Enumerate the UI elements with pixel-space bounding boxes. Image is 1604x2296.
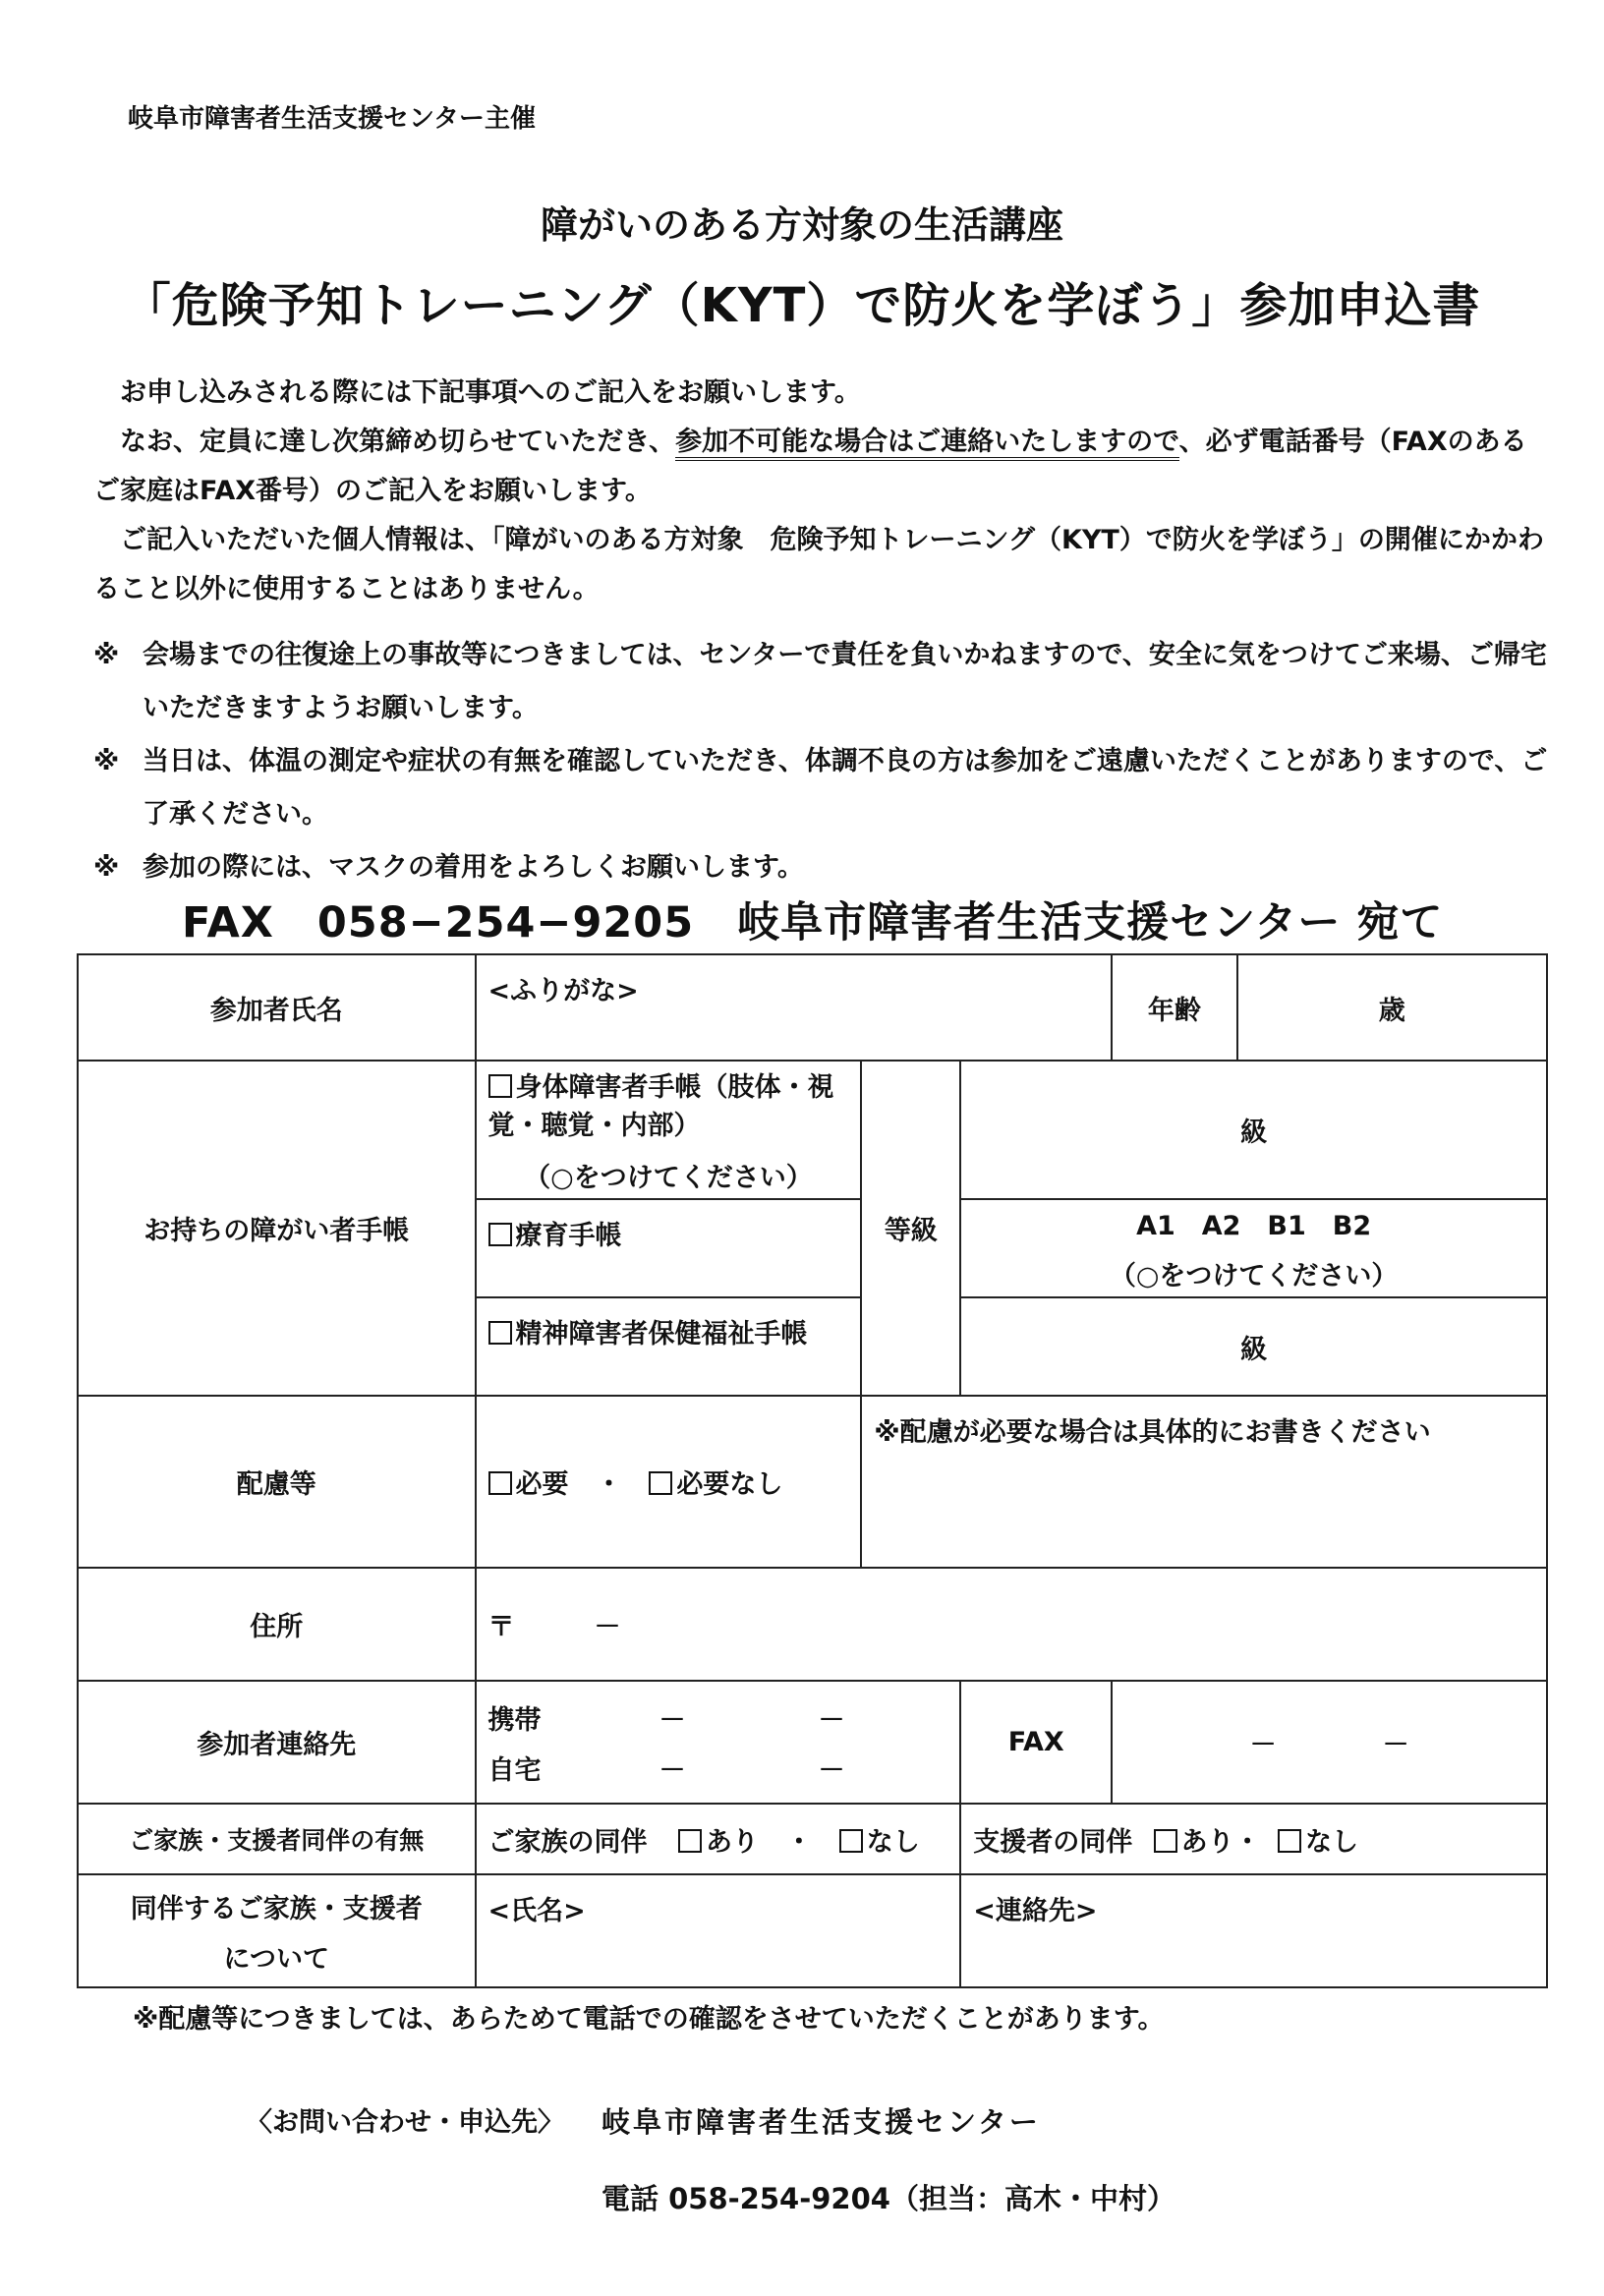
after-note: ※配慮等につきましては、あらためて電話での確認をさせていただくことがあります。	[133, 2004, 1165, 2035]
care-separator: ・	[595, 1469, 622, 1500]
phone-fields[interactable]	[476, 1681, 961, 1804]
contact-phone: 電話 058-254-9204（担当：高木・中村）	[602, 2182, 1175, 2215]
intro-paragraph-2	[93, 418, 1548, 516]
note-mark: ※	[93, 640, 120, 670]
home-blank[interactable]: － －	[659, 1754, 845, 1786]
companion-info-label	[78, 1874, 476, 1987]
handbook-mental[interactable]	[476, 1297, 862, 1396]
companion-info-label-line2: について	[223, 1943, 329, 1975]
grade-label: 等級	[861, 1061, 960, 1396]
contact-organization: 岐阜市障害者生活支援センター	[602, 2105, 1041, 2139]
grade-ryoiku-field[interactable]	[960, 1199, 1547, 1297]
checkbox-care-need[interactable]	[488, 1471, 512, 1495]
companion-contact-label: <連絡先>	[973, 1896, 1098, 1926]
address-field[interactable]	[476, 1568, 1547, 1681]
grade-physical-unit: 級	[1240, 1118, 1268, 1148]
age-field[interactable]	[1237, 954, 1547, 1061]
family-no-label: なし	[866, 1826, 920, 1858]
family-yes-label: あり	[705, 1826, 759, 1858]
fax-blank: － －	[1249, 1730, 1409, 1760]
family-companion[interactable]	[476, 1804, 961, 1874]
fax-destination: FAX 058−254−9205 岐阜市障害者生活支援センター 宛て	[182, 898, 1444, 947]
grade-mental-unit: 級	[1240, 1334, 1268, 1365]
note-item	[93, 841, 1548, 894]
handbook-physical-label: 身体障害者手帳（肢体・視覚・聴覚・内部）	[487, 1072, 834, 1141]
furigana-label: <ふりがな>	[487, 976, 639, 1006]
care-detail-note: ※配慮が必要な場合は具体的にお書きください	[874, 1417, 1431, 1448]
checkbox-mental[interactable]	[488, 1321, 512, 1345]
handbook-physical[interactable]	[476, 1061, 862, 1199]
checkbox-supporter-yes[interactable]	[1154, 1829, 1177, 1853]
subtitle: 障がいのある方対象の生活講座	[540, 203, 1063, 247]
grade-mental-field[interactable]	[960, 1297, 1547, 1396]
note-item	[93, 629, 1548, 735]
fax-label: FAX	[960, 1681, 1112, 1804]
supporter-companion-label: 支援者の同伴	[973, 1826, 1133, 1858]
home-label: 自宅	[487, 1754, 542, 1786]
intro-p2-underlined: 参加不可能な場合はご連絡いたしますので	[675, 427, 1178, 461]
handbook-mental-label: 精神障害者保健福祉手帳	[515, 1319, 808, 1349]
supporter-yes-label: あり・	[1180, 1826, 1261, 1858]
supporter-companion[interactable]	[960, 1804, 1547, 1874]
handbook-label: お持ちの障がい者手帳	[78, 1061, 476, 1396]
companion-label: ご家族・支援者同伴の有無	[78, 1804, 476, 1874]
mobile-blank[interactable]: － －	[659, 1704, 845, 1736]
care-need-label: 必要	[515, 1469, 569, 1500]
grade-physical-field[interactable]	[960, 1061, 1547, 1199]
companion-info-label-line1: 同伴するご家族・支援者	[130, 1893, 423, 1924]
checkbox-family-yes[interactable]	[678, 1829, 702, 1853]
address-label: 住所	[78, 1568, 476, 1681]
family-separator: ・	[785, 1826, 813, 1858]
participant-name-label: 参加者氏名	[78, 954, 476, 1061]
note-item	[93, 735, 1548, 841]
participant-name-field[interactable]	[476, 954, 1113, 1061]
age-unit: 歳	[1378, 995, 1405, 1026]
intro-p2-end: 、必ず電話番号（FAXのあるご家庭はFAX番号）のご記入をお願いします。	[93, 427, 1527, 506]
note-mark: ※	[93, 746, 120, 776]
intro-p2-start: なお、定員に達し次第締め切らせていただき、	[120, 427, 676, 457]
note-text: 会場までの往復途上の事故等につきましては、センターで責任を負いかねますので、安全に気をつけてご来場、ご帰宅いただきますようお願いします。	[143, 640, 1547, 723]
application-form	[77, 953, 1548, 1988]
grade-options: A1 A2 B1 B2	[1136, 1211, 1372, 1241]
checkbox-ryoiku[interactable]	[488, 1223, 512, 1246]
supporter-no-label: なし	[1305, 1826, 1359, 1858]
mobile-label: 携帯	[487, 1704, 542, 1736]
contact-label: 参加者連絡先	[78, 1681, 476, 1804]
handbook-ryoiku[interactable]	[476, 1199, 862, 1297]
family-companion-label: ご家族の同伴	[487, 1826, 648, 1858]
intro-paragraph-3: ご記入いただいた個人情報は、「障がいのある方対象 危険予知トレーニング（KYT）で防火を学ぼう」の開催にかかわること以外に使用することはありません。	[93, 525, 1544, 604]
care-detail-field[interactable]	[861, 1396, 1547, 1568]
companion-name-label: <氏名>	[487, 1896, 586, 1926]
care-label: 配慮等	[78, 1396, 476, 1568]
contact-heading: 〈お問い合わせ・申込先〉	[246, 2107, 564, 2138]
organizer-text: 岐阜市障害者生活支援センター主催	[128, 104, 536, 134]
checkbox-family-no[interactable]	[839, 1829, 863, 1853]
care-noneed-label: 必要なし	[676, 1469, 783, 1500]
checkbox-physical[interactable]	[488, 1074, 512, 1098]
care-options[interactable]	[476, 1396, 862, 1568]
intro-paragraph-1: お申し込みされる際には下記事項へのご記入をお願いします。	[120, 377, 861, 408]
note-text: 参加の際には、マスクの着用をよろしくお願いします。	[143, 852, 804, 883]
intro-text	[93, 369, 1548, 614]
handbook-ryoiku-label: 療育手帳	[515, 1221, 622, 1251]
checkbox-care-noneed[interactable]	[649, 1471, 672, 1495]
checkbox-supporter-no[interactable]	[1278, 1829, 1301, 1853]
fax-field[interactable]	[1112, 1681, 1547, 1804]
age-label: 年齢	[1112, 954, 1236, 1061]
notes-list	[93, 629, 1548, 894]
companion-contact-field[interactable]	[960, 1874, 1547, 1987]
page-title: 「危険予知トレーニング（KYT）で防火を学ぼう」参加申込書	[123, 278, 1481, 333]
grade-options-note: （○をつけてください）	[1109, 1261, 1399, 1292]
note-text: 当日は、体温の測定や症状の有無を確認していただき、体調不良の方は参加をご遠慮いただくことがありますので、ご了承ください。	[143, 746, 1548, 830]
note-mark: ※	[93, 852, 120, 883]
postal-mark: 〒 －	[487, 1612, 621, 1642]
companion-name-field[interactable]	[476, 1874, 961, 1987]
handbook-physical-note: （○をつけてください）	[524, 1163, 813, 1193]
